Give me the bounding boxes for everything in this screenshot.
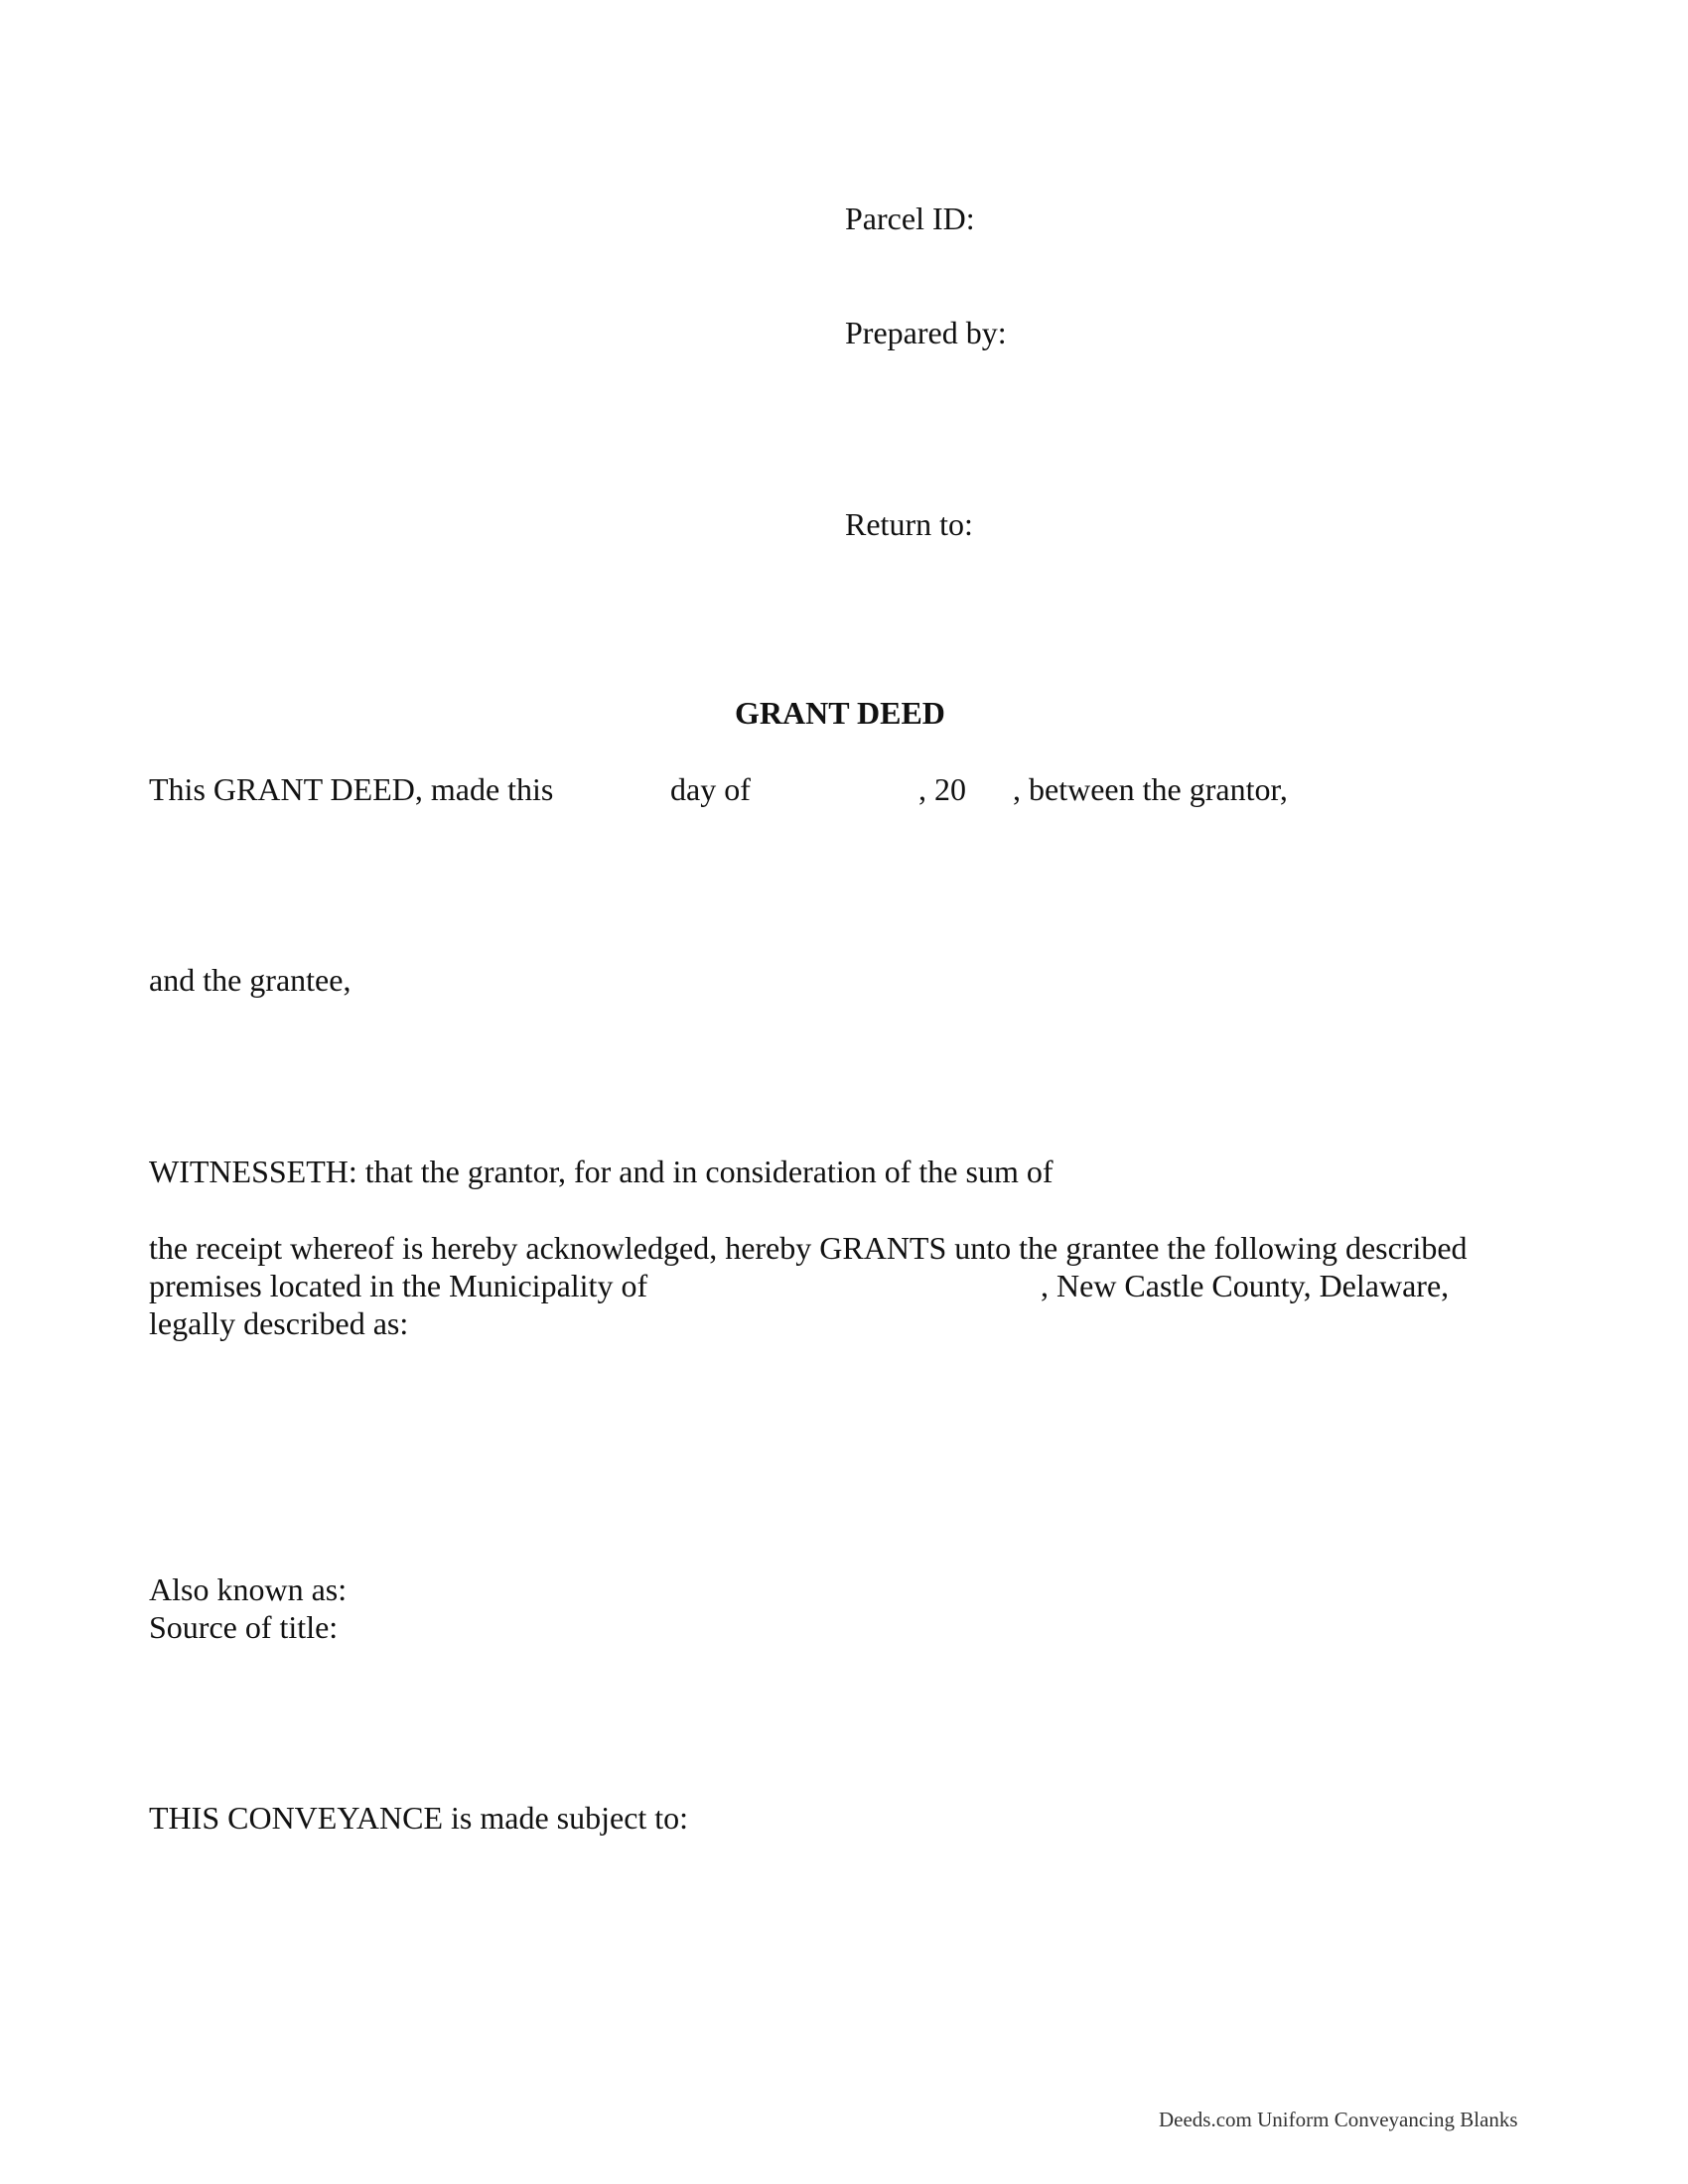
intro-between-grantor: , between the grantor, xyxy=(1013,771,1288,807)
return-to-label: Return to: xyxy=(845,506,973,542)
intro-year-prefix: , 20 xyxy=(918,771,966,807)
parcel-id-label: Parcel ID: xyxy=(845,201,975,236)
receipt-line-2-end: , New Castle County, Delaware, xyxy=(1041,1268,1450,1303)
intro-day-of: day of xyxy=(670,771,751,807)
receipt-line-2-start: premises located in the Municipality of xyxy=(149,1268,648,1303)
receipt-line-1: the receipt whereof is hereby acknowledged, hereby GRANTS unto the grantee the following described xyxy=(149,1230,1468,1266)
grantee-line: and the grantee, xyxy=(149,962,352,998)
receipt-line-3: legally described as: xyxy=(149,1305,409,1341)
conveyance-line: THIS CONVEYANCE is made subject to: xyxy=(149,1800,689,1836)
also-known-as-label: Also known as: xyxy=(149,1571,348,1607)
intro-made-this: This GRANT DEED, made this xyxy=(149,771,554,807)
witnesseth-line: WITNESSETH: that the grantor, for and in consideration of the sum of xyxy=(149,1154,1054,1189)
source-of-title-label: Source of title: xyxy=(149,1609,339,1645)
document-title: GRANT DEED xyxy=(735,695,945,731)
footer-text: Deeds.com Uniform Conveyancing Blanks xyxy=(1159,2108,1518,2131)
prepared-by-label: Prepared by: xyxy=(845,315,1007,350)
